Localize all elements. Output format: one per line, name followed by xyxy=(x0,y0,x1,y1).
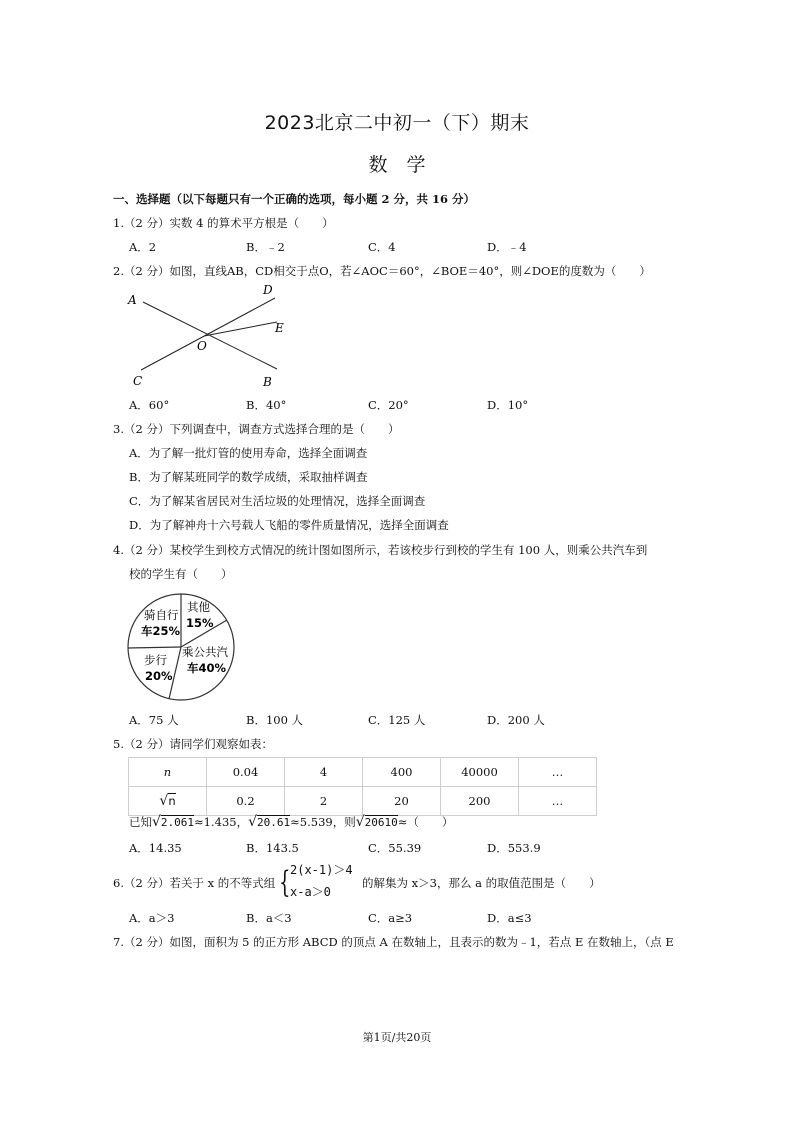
q5-option-c: C．55.39 xyxy=(368,841,422,855)
question-2-stem: 2.（2 分）如图，直线AB，CD相交于点O，若∠AOC＝60°，∠BOE＝40°，则∠DOE的度数为（ ） xyxy=(113,264,651,278)
q2-option-c: C．20° xyxy=(368,398,409,412)
pie-divider-4 xyxy=(128,647,181,648)
table-cell: 20 xyxy=(363,787,441,816)
label-o: O xyxy=(197,339,207,353)
question-4-stem-line2: 校的学生有（ ） xyxy=(129,567,233,581)
section-heading: 一、选择题（以下每题只有一个正确的选项，每小题 2 分，共 16 分） xyxy=(113,192,476,206)
pie-label-bike-2: 车25% xyxy=(141,624,181,638)
pie-label-bus-1: 乘公共汽 xyxy=(182,645,228,659)
table-cell: … xyxy=(519,787,597,816)
q1-option-d: D．﹣4 xyxy=(487,240,527,254)
question-6-stem-prefix: 6.（2 分）若关于 x 的不等式组 xyxy=(113,876,276,890)
table-header-n: n xyxy=(129,758,207,787)
q2-option-a: A．60° xyxy=(129,398,170,412)
pie-label-bus-2: 车40% xyxy=(187,661,227,675)
q3-option-b: B．为了解某班同学的数学成绩，采取抽样调查 xyxy=(129,470,368,484)
brace-icon: { xyxy=(279,865,291,900)
table-cell: 40000 xyxy=(441,758,519,787)
pie-label-bike-1: 骑自行 xyxy=(144,608,179,622)
pie-label-other-2: 15% xyxy=(186,616,214,630)
q6-option-c: C．a≥3 xyxy=(368,911,413,925)
q2-angle-figure xyxy=(125,282,295,394)
question-4-stem-line1: 4.（2 分）某校学生到校方式情况的统计图如图所示，若该校步行到校的学生有 100 人，则乘公共汽车到 xyxy=(113,543,648,557)
label-a: A xyxy=(128,293,137,307)
q5-option-d: D．553.9 xyxy=(487,841,541,855)
question-3-stem: 3.（2 分）下列调查中，调查方式选择合理的是（ ） xyxy=(113,422,400,436)
q6-inequality-1: 2(x-1)＞4 xyxy=(290,863,353,877)
subject-title: 数 学 xyxy=(368,154,426,176)
ray-oe xyxy=(204,322,277,336)
table-cell: 400 xyxy=(363,758,441,787)
question-5-stem: 5.（2 分）请同学们观察如表： xyxy=(113,737,273,751)
question-1-stem: 1.（2 分）实数 4 的算术平方根是（ ） xyxy=(113,216,334,230)
q5-option-b: B．143.5 xyxy=(246,841,299,855)
table-cell: 2 xyxy=(285,787,363,816)
question-6-stem-suffix: 的解集为 x＞3，那么 a 的取值范围是（ ） xyxy=(362,876,601,890)
table-cell: … xyxy=(519,758,597,787)
q4-option-b: B．100 人 xyxy=(246,713,304,727)
pie-label-other-1: 其他 xyxy=(187,600,210,614)
q4-option-d: D．200 人 xyxy=(487,713,545,727)
q3-option-d: D．为了解神舟十六号载人飞船的零件质量情况，选择全面调查 xyxy=(129,518,449,532)
q1-option-b: B．﹣2 xyxy=(246,240,285,254)
q6-option-b: B．a＜3 xyxy=(246,911,292,925)
q5-known-line: 已知√2.061≈1.435，√20.61≈5.539，则√20610≈（ ） xyxy=(129,814,454,830)
q2-option-d: D．10° xyxy=(487,398,529,412)
q5-table xyxy=(128,757,597,816)
q5-option-a: A．14.35 xyxy=(129,841,182,855)
pie-label-walk-2: 20% xyxy=(145,669,173,683)
label-b: B xyxy=(263,375,272,389)
label-d: D xyxy=(263,283,273,297)
table-row xyxy=(129,787,597,816)
question-7-stem: 7.（2 分）如图，面积为 5 的正方形 ABCD 的顶点 A 在数轴上，且表示的数为﹣1，若点 E 在数轴上，（点 E xyxy=(113,935,674,949)
q3-option-c: C．为了解某省居民对生活垃圾的处理情况，选择全面调查 xyxy=(129,494,426,508)
label-c: C xyxy=(133,374,143,388)
table-cell: 4 xyxy=(285,758,363,787)
table-cell: 200 xyxy=(441,787,519,816)
pie-label-walk-1: 步行 xyxy=(144,653,167,667)
q1-option-c: C．4 xyxy=(368,240,396,254)
page-footer: 第1页/共20页 xyxy=(362,1031,432,1044)
page-title: 2023北京二中初一（下）期末 xyxy=(264,112,530,134)
table-header-sqrt-n: √n xyxy=(129,787,207,816)
q3-option-a: A．为了解一批灯管的使用寿命，选择全面调查 xyxy=(129,446,368,460)
q2-option-b: B．40° xyxy=(246,398,287,412)
line-ab xyxy=(143,302,277,369)
line-cd xyxy=(141,298,275,370)
label-e: E xyxy=(275,321,284,335)
q4-pie-chart xyxy=(124,592,240,704)
q1-option-a: A．2 xyxy=(129,240,157,254)
q6-inequality-2: x-a＞0 xyxy=(290,885,331,899)
q4-option-c: C．125 人 xyxy=(368,713,426,727)
table-cell: 0.04 xyxy=(207,758,285,787)
q6-option-a: A．a＞3 xyxy=(129,911,175,925)
q6-option-d: D．a≤3 xyxy=(487,911,532,925)
q4-option-a: A．75 人 xyxy=(129,713,179,727)
table-cell: 0.2 xyxy=(207,787,285,816)
table-row xyxy=(129,758,597,787)
